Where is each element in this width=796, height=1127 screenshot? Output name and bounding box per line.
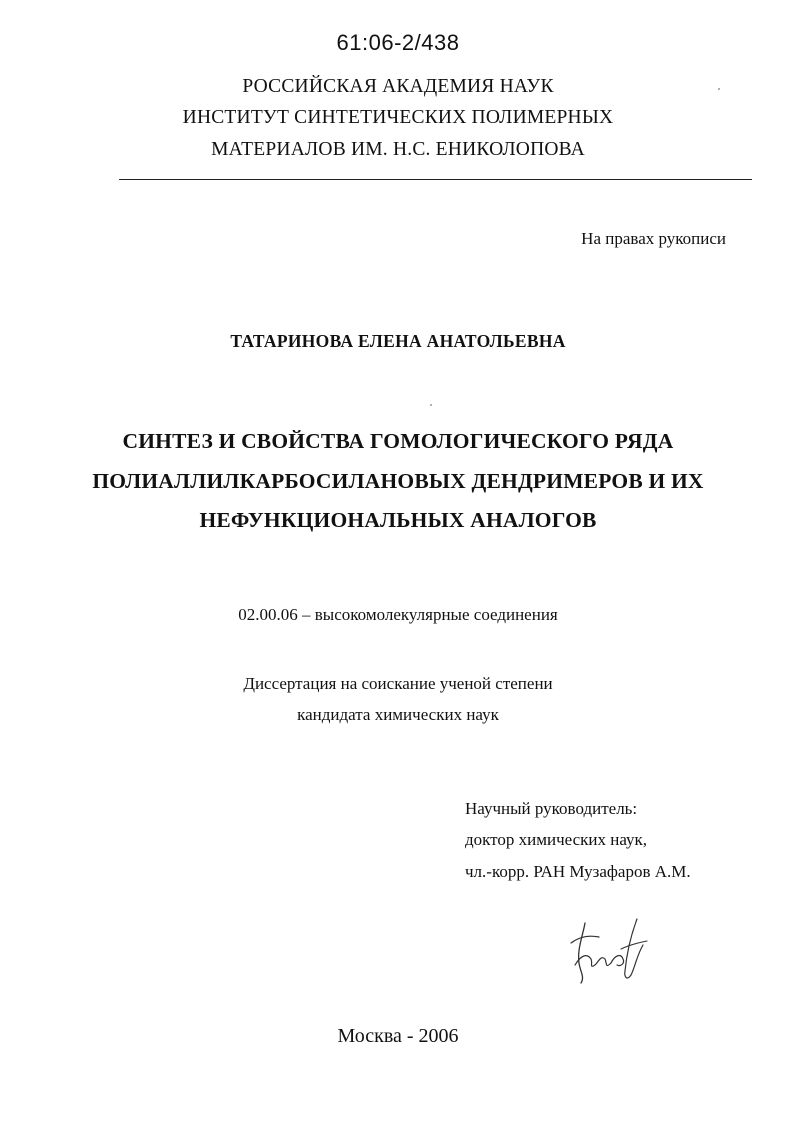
thesis-title-line-3: НЕФУНКЦИОНАЛЬНЫХ АНАЛОГОВ [199,508,597,532]
institution-line-2: ИНСТИТУТ СИНТЕТИЧЕСКИХ ПОЛИМЕРНЫХ [182,107,614,128]
header-divider [119,179,752,180]
city-year: Москва - 2006 [337,1025,459,1047]
institution-line-1: РОССИЙСКАЯ АКАДЕМИЯ НАУК [242,76,554,97]
author-name: ТАТАРИНОВА ЕЛЕНА АНАТОЛЬЕВНА [230,331,566,351]
supervisor-label: Научный руководитель: [465,799,638,818]
degree-line-1: Диссертация на соискание ученой степени [243,674,553,693]
supervisor-title: доктор химических наук, [465,830,648,849]
specialty-code: 02.00.06 – высокомолекулярные соединения [238,605,558,624]
scan-speck [430,404,432,406]
registry-code: 61:06-2/438 [336,30,460,55]
manuscript-rights: На правах рукописи [581,229,726,248]
scan-speck [718,88,720,90]
thesis-title-line-2: ПОЛИАЛЛИЛКАРБОСИЛАНОВЫХ ДЕНДРИМЕРОВ И ИХ [92,469,704,493]
supervisor-name: чл.-корр. РАН Музафаров А.М. [465,862,691,881]
thesis-title-line-1: СИНТЕЗ И СВОЙСТВА ГОМОЛОГИЧЕСКОГО РЯДА [122,429,674,453]
institution-line-3: МАТЕРИАЛОВ ИМ. Н.С. ЕНИКОЛОПОВА [211,139,585,160]
signature-icon [565,915,655,987]
degree-line-2: кандидата химических наук [297,705,499,724]
